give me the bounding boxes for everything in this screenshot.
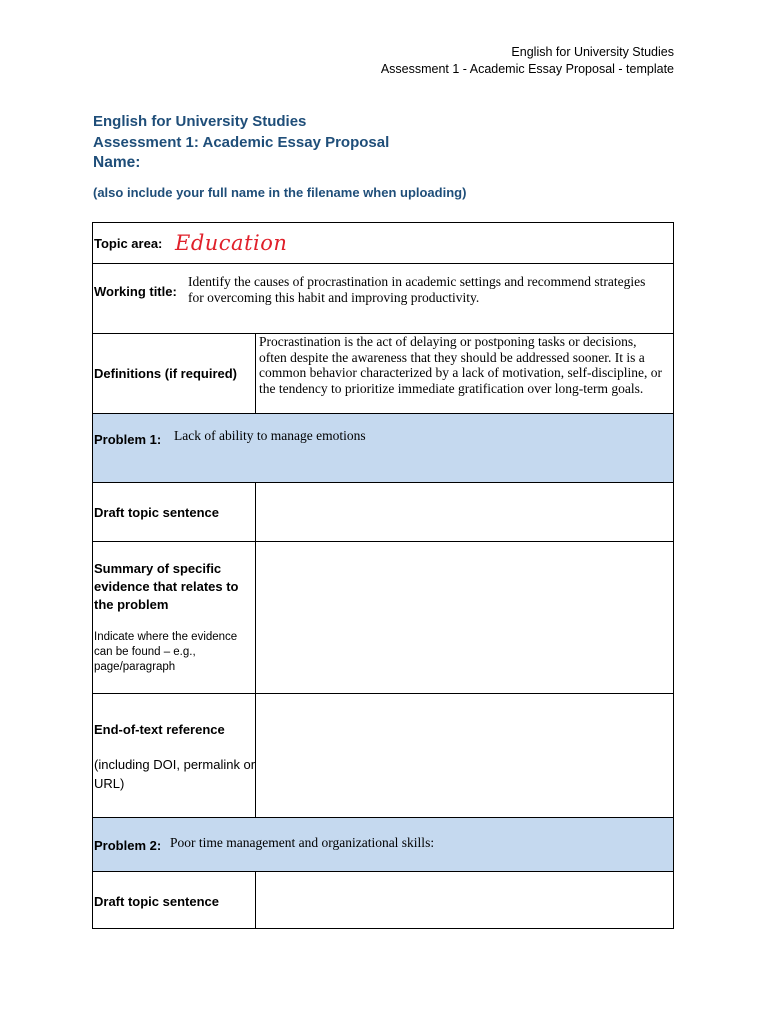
draft-topic-input-1[interactable] bbox=[256, 483, 673, 541]
reference-label: End-of-text reference bbox=[94, 722, 225, 737]
problem-1-value[interactable]: Lack of ability to manage emotions bbox=[174, 428, 366, 443]
problem-2-value[interactable]: Poor time management and organizational skills: bbox=[170, 835, 435, 850]
row-problem-2 bbox=[93, 818, 673, 872]
problem-1-label: Problem 1: bbox=[94, 432, 162, 447]
row-problem-1 bbox=[93, 414, 673, 483]
title-course: English for University Studies bbox=[93, 113, 307, 130]
page-header bbox=[381, 44, 674, 78]
topic-area-value[interactable]: Education bbox=[175, 231, 288, 255]
problem-2-label: Problem 2: bbox=[94, 838, 162, 853]
column-divider bbox=[255, 334, 256, 413]
document-title bbox=[93, 111, 389, 173]
page-header-line1: English for University Studies bbox=[511, 45, 674, 59]
topic-area-label: Topic area: bbox=[94, 236, 163, 251]
row-definitions bbox=[93, 334, 673, 414]
row-draft-topic-2 bbox=[93, 872, 673, 928]
row-evidence-summary bbox=[93, 542, 673, 694]
reference-hint: (including DOI, permalink or URL) bbox=[94, 757, 256, 791]
definitions-label: Definitions (if required) bbox=[94, 366, 237, 381]
draft-topic-input-2[interactable] bbox=[256, 872, 673, 928]
filename-note: (also include your full name in the filename when uploading) bbox=[93, 185, 467, 200]
working-title-value[interactable]: Identify the causes of procrastination in academic settings and recommend strategies for overcoming this habit and improving productivity. bbox=[188, 274, 646, 305]
row-draft-topic-1 bbox=[93, 483, 673, 542]
row-reference bbox=[93, 694, 673, 818]
evidence-summary-hint: Indicate where the evidence can be found – e.g., page/paragraph bbox=[94, 631, 238, 673]
working-title-label: Working title: bbox=[94, 284, 177, 299]
title-assessment: Assessment 1: Academic Essay Proposal bbox=[93, 134, 390, 151]
evidence-summary-label: Summary of specific evidence that relates to the problem bbox=[94, 561, 239, 612]
draft-topic-label-2: Draft topic sentence bbox=[94, 894, 219, 909]
row-working-title bbox=[93, 264, 673, 334]
definitions-value[interactable]: Procrastination is the act of delaying or postponing tasks or decisions, often despite the awareness that they should be addressed sooner. It is a common behavior characterized by a lack of motivation, self-discipline, or the tendency to prioritize immediate gratification over long-term goals. bbox=[259, 334, 662, 396]
draft-topic-label-1: Draft topic sentence bbox=[94, 505, 219, 520]
evidence-summary-input[interactable] bbox=[256, 542, 673, 693]
reference-input[interactable] bbox=[256, 694, 673, 817]
proposal-form bbox=[92, 222, 674, 929]
row-topic-area bbox=[93, 223, 673, 264]
page-header-line2: Assessment 1 - Academic Essay Proposal - template bbox=[380, 62, 674, 76]
title-name-label: Name: bbox=[93, 154, 141, 171]
